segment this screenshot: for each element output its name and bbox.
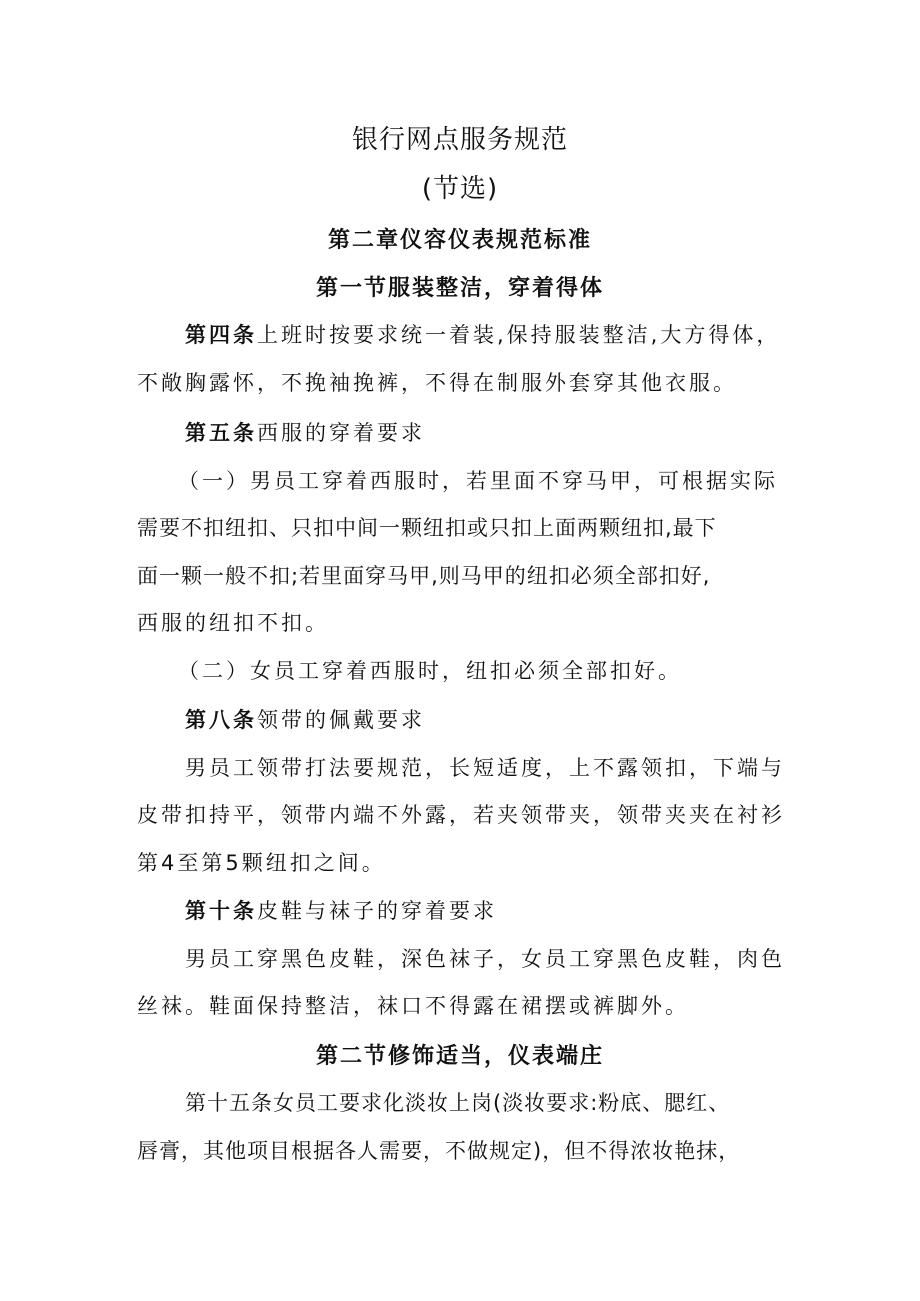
article-5-para-2: （二）女员工穿着西服时，纽扣必须全部扣好。 — [178, 659, 682, 683]
article-10-title: 皮鞋与袜子的穿着要求 — [257, 899, 497, 923]
document-title: 银行网点服务规范 — [351, 125, 568, 155]
document-subtitle: (节选) — [421, 174, 499, 204]
article-5-para-1-line-3: 面一颗一般不扣;若里面穿马甲,则马甲的纽扣必须全部扣好, — [137, 564, 711, 588]
article-15-line-1: 第十五条女员工要求化淡妆上岗(淡妆要求:粉底、腮红、 — [185, 1091, 731, 1115]
article-8-title: 领带的佩戴要求 — [257, 708, 425, 732]
article-5-label: 第五条 — [185, 421, 257, 445]
article-5-title: 西服的穿着要求 — [257, 421, 425, 445]
article-8-line-2: 皮带扣持平，领带内端不外露，若夹领带夹，领带夹夹在衬衫 — [137, 803, 785, 827]
article-8-line-3: 第4至第5颗纽扣之间。 — [137, 851, 386, 875]
article-10-label: 第十条 — [185, 899, 257, 923]
article-5-para-1-line-4: 西服的纽扣不扣。 — [137, 611, 329, 635]
article-8-line-1: 男员工领带打法要规范，长短适度，上不露领扣，下端与 — [185, 756, 785, 780]
article-10-heading — [185, 895, 845, 925]
article-8-heading — [185, 704, 845, 734]
article-5-para-1-line-2: 需要不扣纽扣、只扣中间一颗纽扣或只扣上面两颗纽扣,最下 — [137, 516, 717, 540]
section-heading-1: 第一节服装整洁，穿着得体 — [315, 276, 604, 301]
article-4-text: 上班时按要求统一着装,保持服装整洁,大方得体， — [257, 323, 781, 347]
article-4-line-2: 不敞胸露怀，不挽袖挽裤，不得在制服外套穿其他衣服。 — [137, 371, 737, 395]
section-heading-2: 第二节修饰适当，仪表端庄 — [315, 1044, 604, 1069]
article-4-label: 第四条 — [185, 323, 257, 347]
article-15-line-2: 唇膏，其他项目根据各人需要，不做规定)，但不得浓妆艳抹， — [137, 1139, 741, 1163]
article-5-heading — [185, 417, 845, 447]
chapter-heading: 第二章仪容仪表规范标准 — [327, 228, 592, 253]
article-10-line-2: 丝袜。鞋面保持整洁，袜口不得露在裙摆或裤脚外。 — [137, 994, 689, 1018]
article-5-para-1-line-1: （一）男员工穿着西服时，若里面不穿马甲，可根据实际 — [178, 469, 778, 493]
article-10-line-1: 男员工穿黑色皮鞋，深色袜子，女员工穿黑色皮鞋，肉色 — [185, 947, 785, 971]
article-4-line-1 — [185, 319, 797, 349]
article-8-label: 第八条 — [185, 708, 257, 732]
